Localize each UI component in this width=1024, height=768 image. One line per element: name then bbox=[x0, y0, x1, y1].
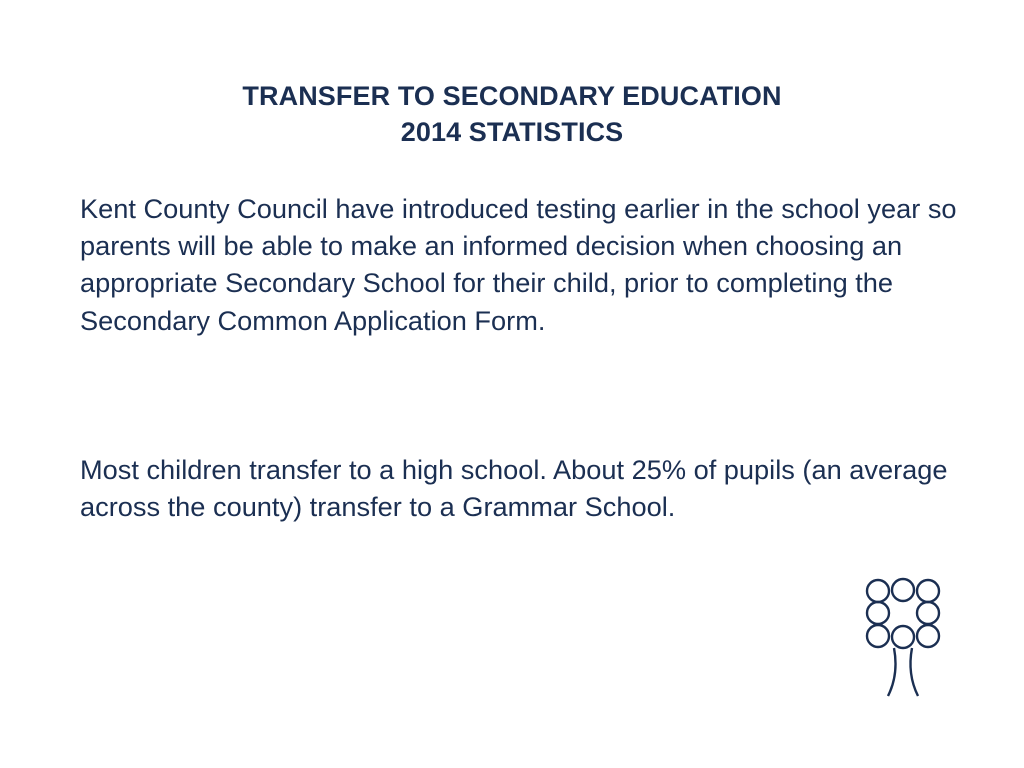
body-paragraph-testing: Kent County Council have introduced testing earlier in the school year so parents will be able to make an informed decision when choosing an appropriate Secondary School for their child, prior to completing the Secondary Common Application Form. bbox=[80, 193, 957, 336]
slide-title bbox=[0, 78, 1024, 150]
tree-logo-icon bbox=[863, 576, 945, 698]
title-line-2: 2014 STATISTICS bbox=[400, 117, 624, 147]
body-paragraph-transfer: Most children transfer to a high school. About 25% of pupils (an average across the county) transfer to a Grammar School. bbox=[80, 454, 948, 523]
title-line-1: TRANSFER TO SECONDARY EDUCATION bbox=[242, 81, 782, 111]
